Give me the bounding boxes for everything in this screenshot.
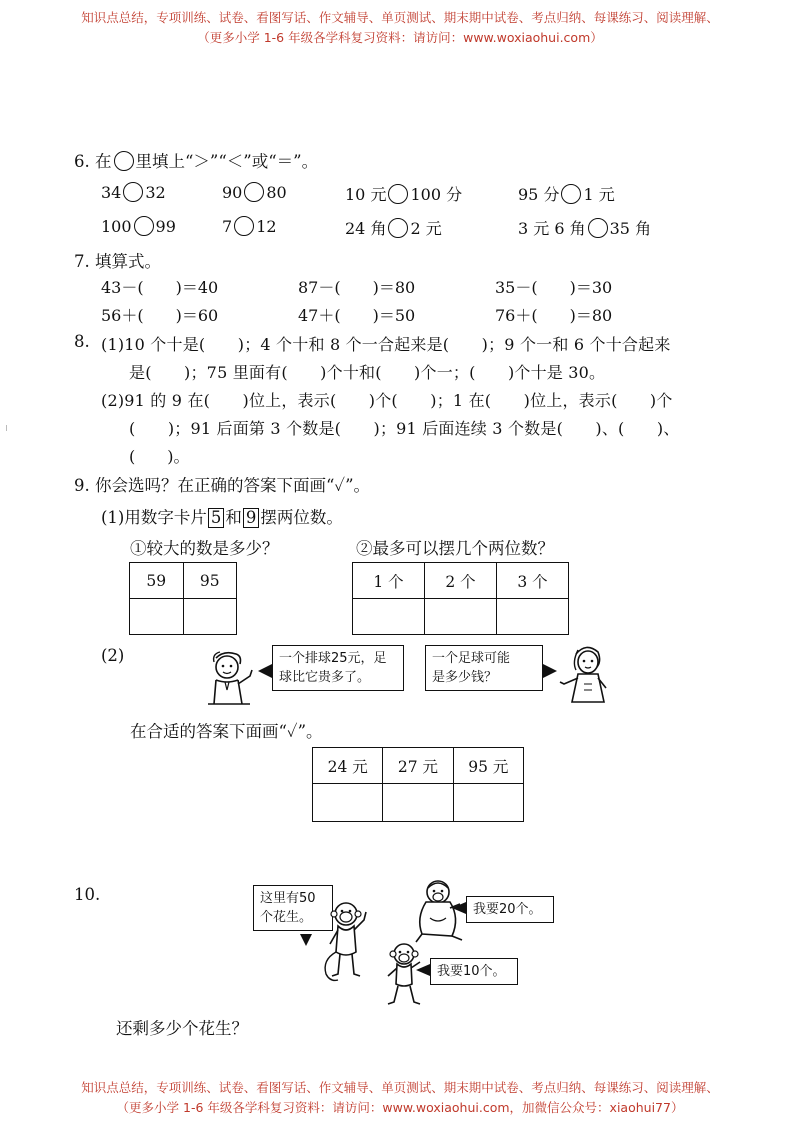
q8-line: (1)10 个十是( )；4 个十和 8 个一合起来是( )；9 个一和 6 个十合起来 (101, 335, 671, 354)
q6-post: 里填上“＞”“＜”或“＝”。 (135, 152, 319, 171)
q8-line: ( )。 (129, 447, 190, 466)
answer-table-1 (129, 562, 237, 635)
answer-cell[interactable] (313, 784, 383, 822)
q6-item: 34 32 (101, 182, 166, 202)
q7-title (74, 248, 161, 272)
option-cell: 95 元 (453, 748, 523, 784)
header-line-1: 知识点总结，专项训练、试卷、看图写话、作文辅导、单页测试、期末期中试卷、考点归纳、每课练习、阅读理解、 (81, 10, 719, 25)
monkey-speech-bubble-1: 这里有50 个花生。 (253, 885, 333, 931)
q7-item: 43－( )＝40 (101, 278, 219, 297)
circle-icon (114, 151, 134, 171)
q6-item: 95 分 1 元 (518, 185, 615, 204)
compare-circle[interactable] (561, 184, 581, 204)
option-cell: 24 元 (313, 748, 383, 784)
option-cell: 3 个 (497, 563, 569, 599)
bubble-tail (543, 664, 557, 678)
q6-pre: 在 (95, 152, 112, 171)
q6-item: 100 99 (101, 216, 176, 236)
boy-speech-bubble: 一个排球25元，足 球比它贵多了。 (272, 645, 404, 691)
bubble-tail (300, 934, 312, 946)
q9-sub1-label: ①较大的数是多少？ (130, 539, 279, 558)
compare-circle[interactable] (134, 216, 154, 236)
answer-cell[interactable] (130, 599, 184, 635)
q9-number: 9. (74, 476, 90, 495)
compare-circle[interactable] (388, 184, 408, 204)
option-cell: 59 (130, 563, 184, 599)
q7-item: 87－( )＝80 (298, 278, 416, 297)
scan-mark (6, 425, 7, 431)
q6-number: 6. (74, 152, 90, 171)
q6-item: 3 元 6 角 35 角 (518, 219, 652, 238)
footer-line-2: （更多小学 1-6 年级各学科复习资料：请访问：www.woxiaohui.com，加微信公众号：xiaohui77） (116, 1100, 684, 1115)
monkey-speech-bubble-2: 我要20个。 (466, 896, 554, 923)
girl-illustration (556, 640, 620, 710)
q6-title (74, 148, 318, 172)
option-cell: 95 (183, 563, 237, 599)
q8-line: (2)91 的 9 在( )位上，表示( )个( )；1 在( )位上，表示( )个 (101, 391, 673, 410)
q9-sub2-label: ②最多可以摆几个两位数？ (356, 539, 554, 558)
girl-speech-bubble: 一个足球可能 是多少钱？ (425, 645, 543, 691)
option-cell: 27 元 (383, 748, 453, 784)
q7-item: 76＋( )＝80 (495, 306, 613, 325)
monkey-illustration (318, 900, 374, 984)
q10-number: 10. (74, 885, 101, 904)
q9-text: 你会选吗？在正确的答案下面画“✓”。 (95, 476, 371, 495)
answer-table-3 (312, 747, 524, 822)
answer-cell[interactable] (383, 784, 453, 822)
header-line-2: （更多小学 1-6 年级各学科复习资料：请访问：www.woxiaohui.com） (197, 30, 603, 45)
compare-circle[interactable] (588, 218, 608, 238)
digit-card: 9 (243, 508, 260, 528)
compare-circle[interactable] (244, 182, 264, 202)
answer-cell[interactable] (353, 599, 425, 635)
q6-item: 10 元 100 分 (345, 185, 463, 204)
answer-cell[interactable] (425, 599, 497, 635)
q10-question: 还剩多少个花生？ (116, 1019, 248, 1038)
boy-illustration (202, 648, 260, 710)
q7-number: 7. (74, 252, 90, 271)
monkey-illustration (380, 940, 428, 1012)
answer-table-2 (352, 562, 569, 635)
answer-cell[interactable] (497, 599, 569, 635)
q9-part1: (1)用数字卡片 5 和 9 摆两位数。 (101, 508, 343, 527)
q8-line: ( )；91 后面第 3 个数是( )；91 后面连续 3 个数是( )、( )、 (129, 419, 680, 438)
option-cell: 1 个 (353, 563, 425, 599)
option-cell: 2 个 (425, 563, 497, 599)
q7-item: 47＋( )＝50 (298, 306, 416, 325)
q7-item: 35－( )＝30 (495, 278, 613, 297)
footer-line-1: 知识点总结，专项训练、试卷、看图写话、作文辅导、单页测试、期末期中试卷、考点归纳、每课练习、阅读理解、 (81, 1080, 719, 1095)
q8-number: 8. (74, 332, 90, 351)
q7-text: 填算式。 (95, 252, 161, 271)
q8-line: 是( )；75 里面有( )个十和( )个一；( )个十是 30。 (129, 363, 606, 382)
bubble-tail (258, 664, 272, 678)
compare-circle[interactable] (234, 216, 254, 236)
q9-part2-label: (2) (101, 646, 125, 665)
q9-part2-instruction: 在合适的答案下面画“✓”。 (130, 722, 323, 741)
digit-card: 5 (208, 508, 225, 528)
q6-item: 90 80 (222, 182, 287, 202)
monkey-illustration (408, 878, 466, 944)
compare-circle[interactable] (123, 182, 143, 202)
compare-circle[interactable] (388, 218, 408, 238)
q6-item: 24 角 2 元 (345, 219, 442, 238)
monkey-speech-bubble-3: 我要10个。 (430, 958, 518, 985)
answer-cell[interactable] (183, 599, 237, 635)
q9-title (74, 472, 370, 496)
q6-item: 7 12 (222, 216, 277, 236)
q7-item: 56＋( )＝60 (101, 306, 219, 325)
answer-cell[interactable] (453, 784, 523, 822)
